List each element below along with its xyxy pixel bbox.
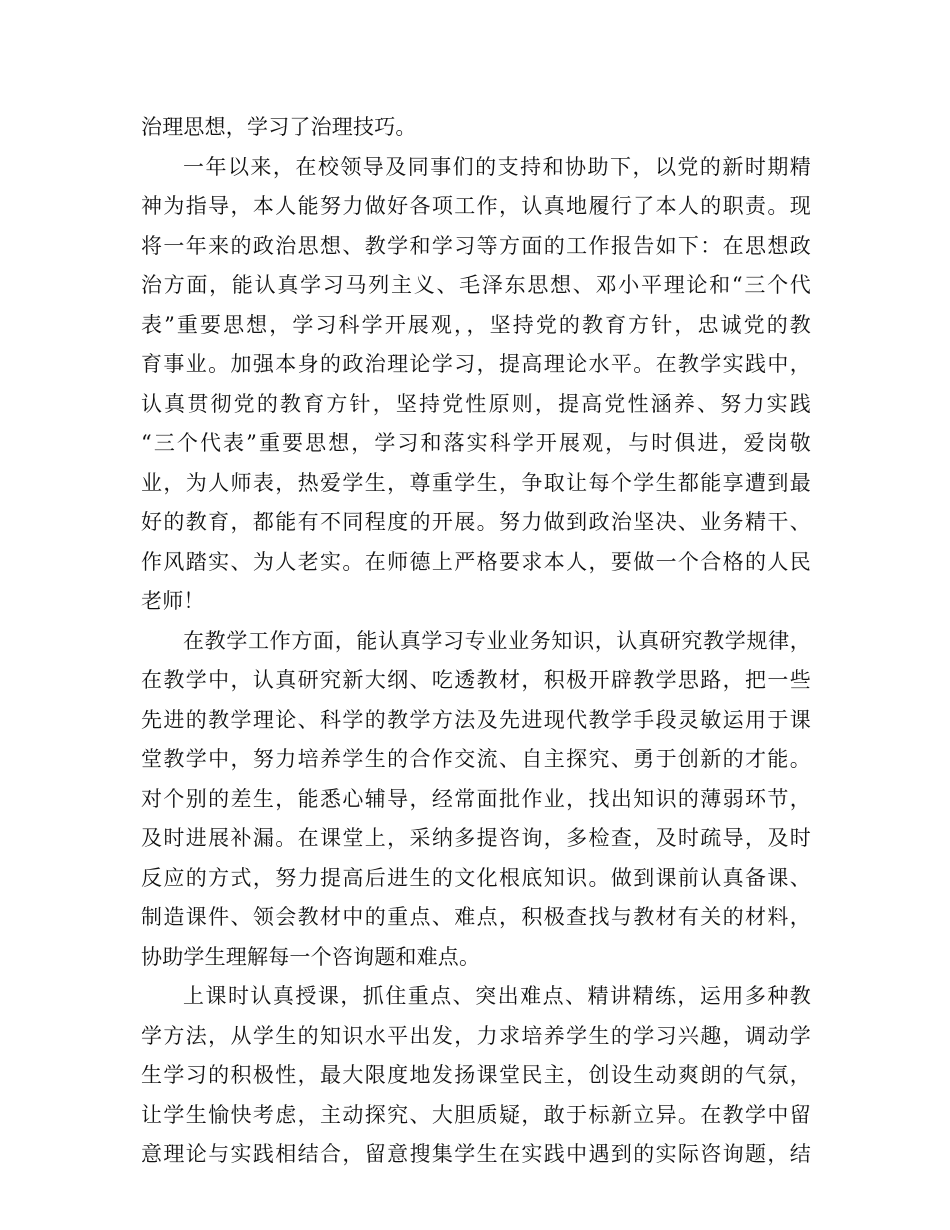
paragraph-first-line: 上课时认真授课，抓住重点、突出难点、精讲精练，运用多种教	[183, 984, 811, 1008]
paragraph-first-line: 在教学工作方面，能认真学习专业业务知识，认真研究教学规律，	[183, 628, 811, 653]
text-line: 意理论与实践相结合，留意搜集学生在实践中遇到的实际咨询题，结	[141, 1142, 811, 1166]
text-line: 老师！	[141, 589, 205, 613]
text-line: 生学习的积极性，最大限度地发扬课堂民主，创设生动爽朗的气氛，	[141, 1063, 811, 1087]
text-line: 让学生愉快考虑，主动探究、大胆质疑，敢于标新立异。在教学中留	[141, 1102, 811, 1127]
text-line: 及时进展补漏。在课堂上，采纳多提咨询，多检查，及时疏导，及时	[141, 826, 811, 850]
text-line: 堂教学中，努力培养学生的合作交流、自主探究、勇于创新的才能。	[141, 747, 811, 771]
text-line: 表”重要思想，学习科学开展观，，坚持党的教育方针，忠诚党的教	[141, 312, 811, 337]
text-line: 先进的教学理论、科学的教学方法及先进现代教学手段灵敏运用于课	[141, 707, 811, 732]
text-line: 治理思想，学习了治理技巧。	[141, 115, 417, 139]
text-line: 治方面，能认真学习马列主义、毛泽东思想、邓小平理论和“三个代	[141, 273, 811, 297]
paragraph-first-line: 一年以来，在校领导及同事们的支持和协助下，以党的新时期精	[183, 154, 811, 179]
text-line: 神为指导，本人能努力做好各项工作，认真地履行了本人的职责。现	[141, 194, 811, 218]
document-body	[141, 108, 811, 1175]
text-line: 在教学中，认真研究新大纲、吃透教材，积极开辟教学思路，把一些	[141, 668, 811, 692]
text-line: “三个代表”重要思想，学习和落实科学开展观，与时俱进，爱岗敬	[141, 431, 811, 455]
text-line: 业，为人师表，热爱学生，尊重学生，争取让每个学生都能享遭到最	[141, 470, 811, 495]
text-line: 对个别的差生，能悉心辅导，经常面批作业，找出知识的薄弱环节，	[141, 786, 811, 811]
text-line: 育事业。加强本身的政治理论学习，提高理论水平。在教学实践中，	[141, 352, 811, 376]
text-line: 学方法，从学生的知识水平出发，力求培养学生的学习兴趣，调动学	[141, 1023, 811, 1048]
text-line: 将一年来的政治思想、教学和学习等方面的工作报告如下：在思想政	[141, 233, 811, 258]
text-line: 反应的方式，努力提高后进生的文化根底知识。做到课前认真备课、	[141, 865, 811, 890]
text-line: 好的教育，都能有不同程度的开展。努力做到政治坚决、业务精干、	[141, 510, 811, 534]
text-line: 作风踏实、为人老实。在师德上严格要求本人，要做一个合格的人民	[141, 549, 811, 574]
text-line: 制造课件、领会教材中的重点、难点，积极查找与教材有关的材料，	[141, 905, 811, 929]
text-line: 协助学生理解每一个咨询题和难点。	[141, 944, 481, 969]
text-line: 认真贯彻党的教育方针，坚持党性原则，提高党性涵养、努力实践	[141, 391, 811, 416]
